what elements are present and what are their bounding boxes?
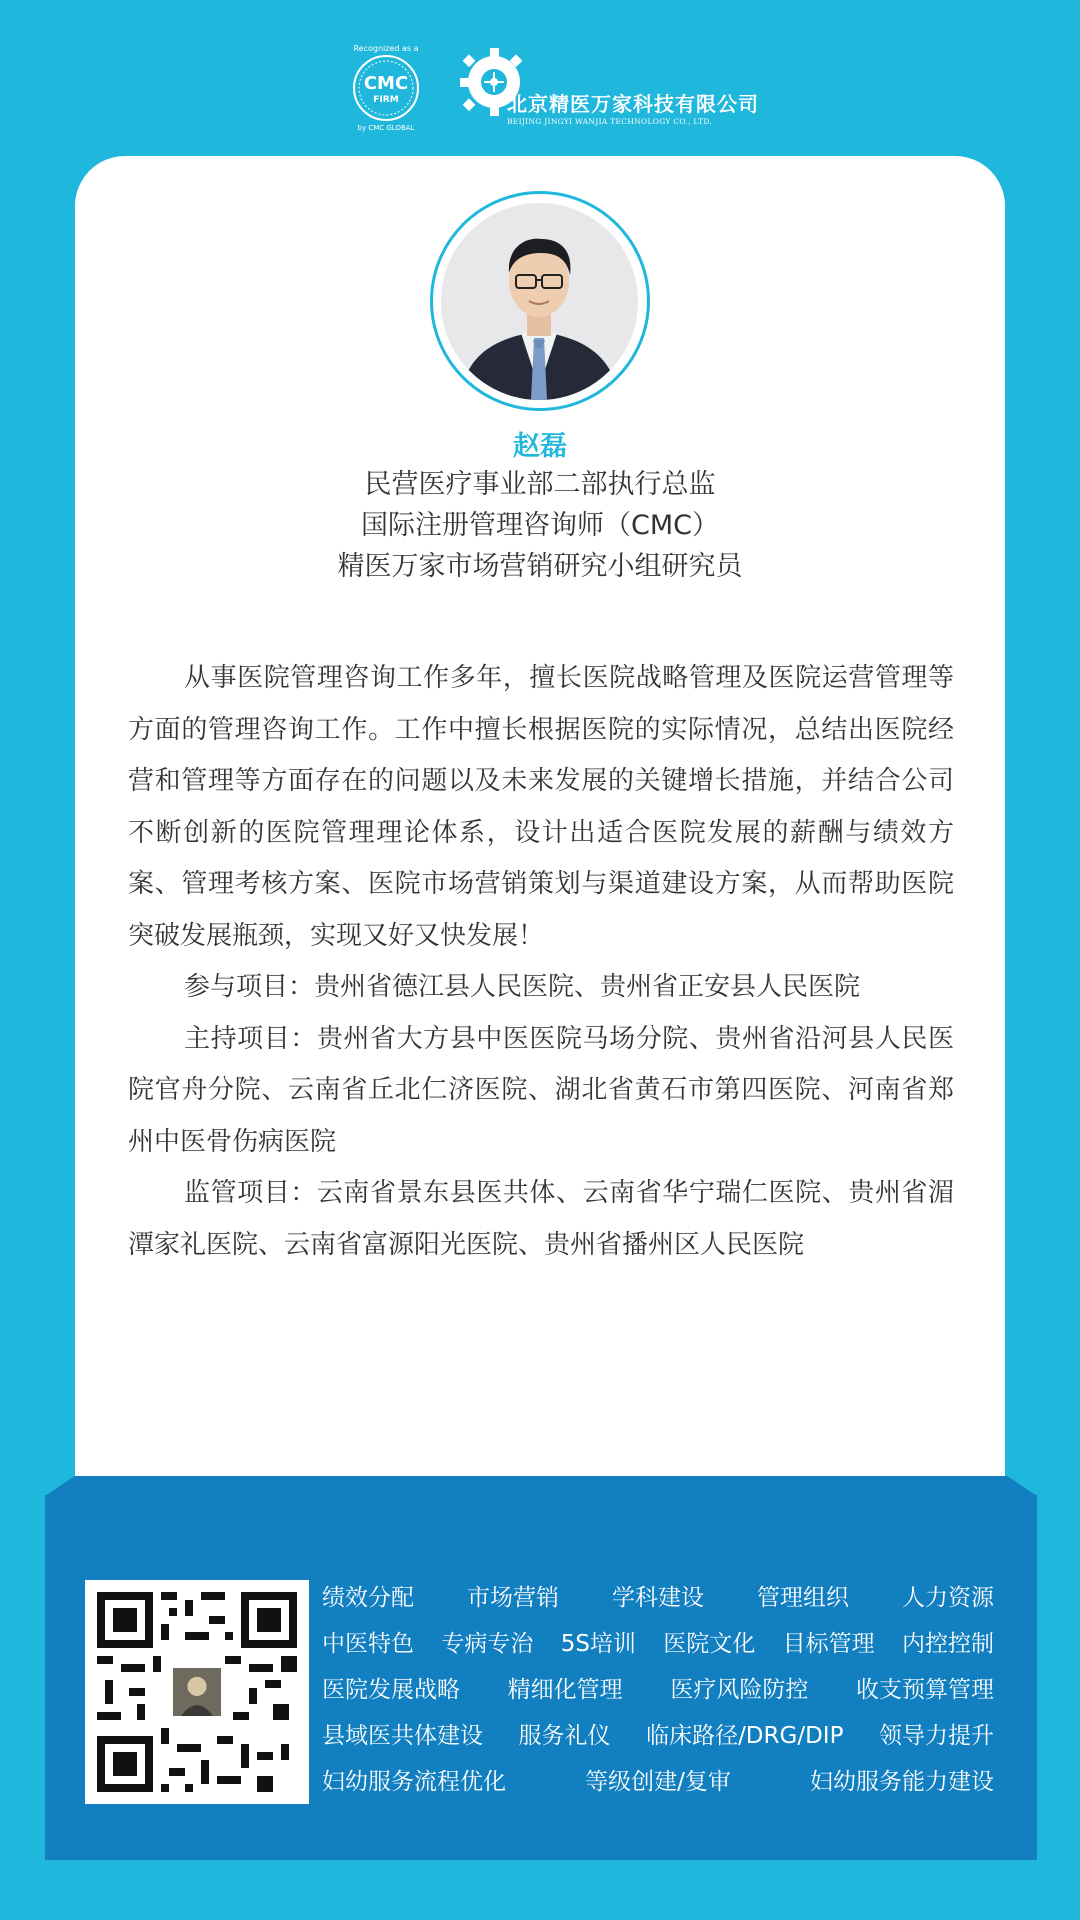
portrait-photo bbox=[441, 203, 638, 400]
title-line: 国际注册管理咨询师（CMC） bbox=[361, 510, 719, 541]
cmc-badge-top-text: Recognized as a bbox=[353, 44, 419, 53]
bottom-band-edge bbox=[45, 1476, 1037, 1496]
service-item: 县域医共体建设 bbox=[322, 1723, 483, 1749]
cmc-badge-sub-text: FIRM bbox=[373, 95, 399, 105]
service-item: 妇幼服务能力建设 bbox=[810, 1769, 994, 1795]
services-row bbox=[322, 1621, 994, 1667]
service-item: 医院文化 bbox=[663, 1631, 756, 1657]
bio-paragraph: 参与项目：贵州省德江县人民医院、贵州省正安县人民医院 bbox=[184, 972, 861, 1002]
cmc-badge-logo bbox=[342, 42, 430, 132]
service-item: 中医特色 bbox=[322, 1631, 414, 1657]
service-item: 服务礼仪 bbox=[518, 1723, 611, 1749]
service-item: 等级创建/复审 bbox=[585, 1769, 731, 1795]
service-item: 市场营销 bbox=[467, 1585, 559, 1611]
qr-code-icon bbox=[97, 1592, 297, 1792]
bio-paragraph: 从事医院管理咨询工作多年，擅长医院战略管理及医院运营管理等方面的管理咨询工作。工作中擅长根据医院的实际情况，总结出医院经营和管理等方面存在的问题以及未来发展的关键增长措施，并结合公司不断创新的医院管理理论体系，设计出适合医院发展的薪酬与绩效方案、管理考核方案、医院市场营销策划与渠道建设方案，从而帮助医院突破发展瓶颈，实现又好又快发展！ bbox=[128, 663, 954, 951]
services-row bbox=[322, 1575, 994, 1621]
service-item: 5S培训 bbox=[560, 1631, 636, 1657]
qr-code[interactable] bbox=[85, 1580, 309, 1804]
services-list bbox=[322, 1575, 994, 1805]
services-row bbox=[322, 1759, 994, 1805]
service-item: 学科建设 bbox=[612, 1585, 704, 1611]
company-name-cn: 北京精医万家科技有限公司 bbox=[507, 92, 759, 116]
cmc-badge-main-text: CMC bbox=[363, 73, 409, 94]
service-item: 精细化管理 bbox=[507, 1677, 623, 1703]
services-row bbox=[322, 1667, 994, 1713]
bio-paragraph: 主持项目：贵州省大方县中医医院马场分院、贵州省沿河县人民医院官舟分院、云南省丘北仁济医院、湖北省黄石市第四医院、河南省郑州中医骨伤病医院 bbox=[128, 1023, 954, 1157]
person-name: 赵磊 bbox=[513, 431, 567, 462]
company-name-en: BEIJING JINGYI WANJIA TECHNOLOGY CO., LTD. bbox=[507, 117, 713, 126]
person-photo-icon bbox=[441, 203, 638, 400]
cmc-badge-bottom-text: by CMC GLOBAL bbox=[357, 124, 415, 132]
bio-section bbox=[128, 653, 954, 1271]
service-item: 临床路径/DRG/DIP bbox=[646, 1723, 844, 1749]
service-item: 内控控制 bbox=[901, 1631, 994, 1657]
service-item: 目标管理 bbox=[782, 1631, 875, 1657]
header bbox=[0, 40, 1080, 135]
person-titles bbox=[0, 464, 1080, 587]
service-item: 专病专治 bbox=[441, 1631, 534, 1657]
service-item: 领导力提升 bbox=[878, 1723, 994, 1749]
title-line: 民营医疗事业部二部执行总监 bbox=[364, 469, 716, 500]
service-item: 妇幼服务流程优化 bbox=[322, 1769, 506, 1795]
service-item: 人力资源 bbox=[902, 1585, 994, 1611]
title-line: 精医万家市场营销研究小组研究员 bbox=[337, 551, 743, 582]
service-item: 医疗风险防控 bbox=[670, 1677, 809, 1703]
service-item: 收支预算管理 bbox=[855, 1677, 994, 1703]
service-item: 管理组织 bbox=[757, 1585, 849, 1611]
services-row bbox=[322, 1713, 994, 1759]
company-logo bbox=[452, 40, 759, 135]
bio-paragraph: 监管项目：云南省景东县医共体、云南省华宁瑞仁医院、贵州省湄潭家礼医院、云南省富源阳光医院、贵州省播州区人民医院 bbox=[128, 1178, 954, 1260]
service-item: 绩效分配 bbox=[322, 1585, 414, 1611]
service-item: 医院发展战略 bbox=[322, 1677, 460, 1703]
